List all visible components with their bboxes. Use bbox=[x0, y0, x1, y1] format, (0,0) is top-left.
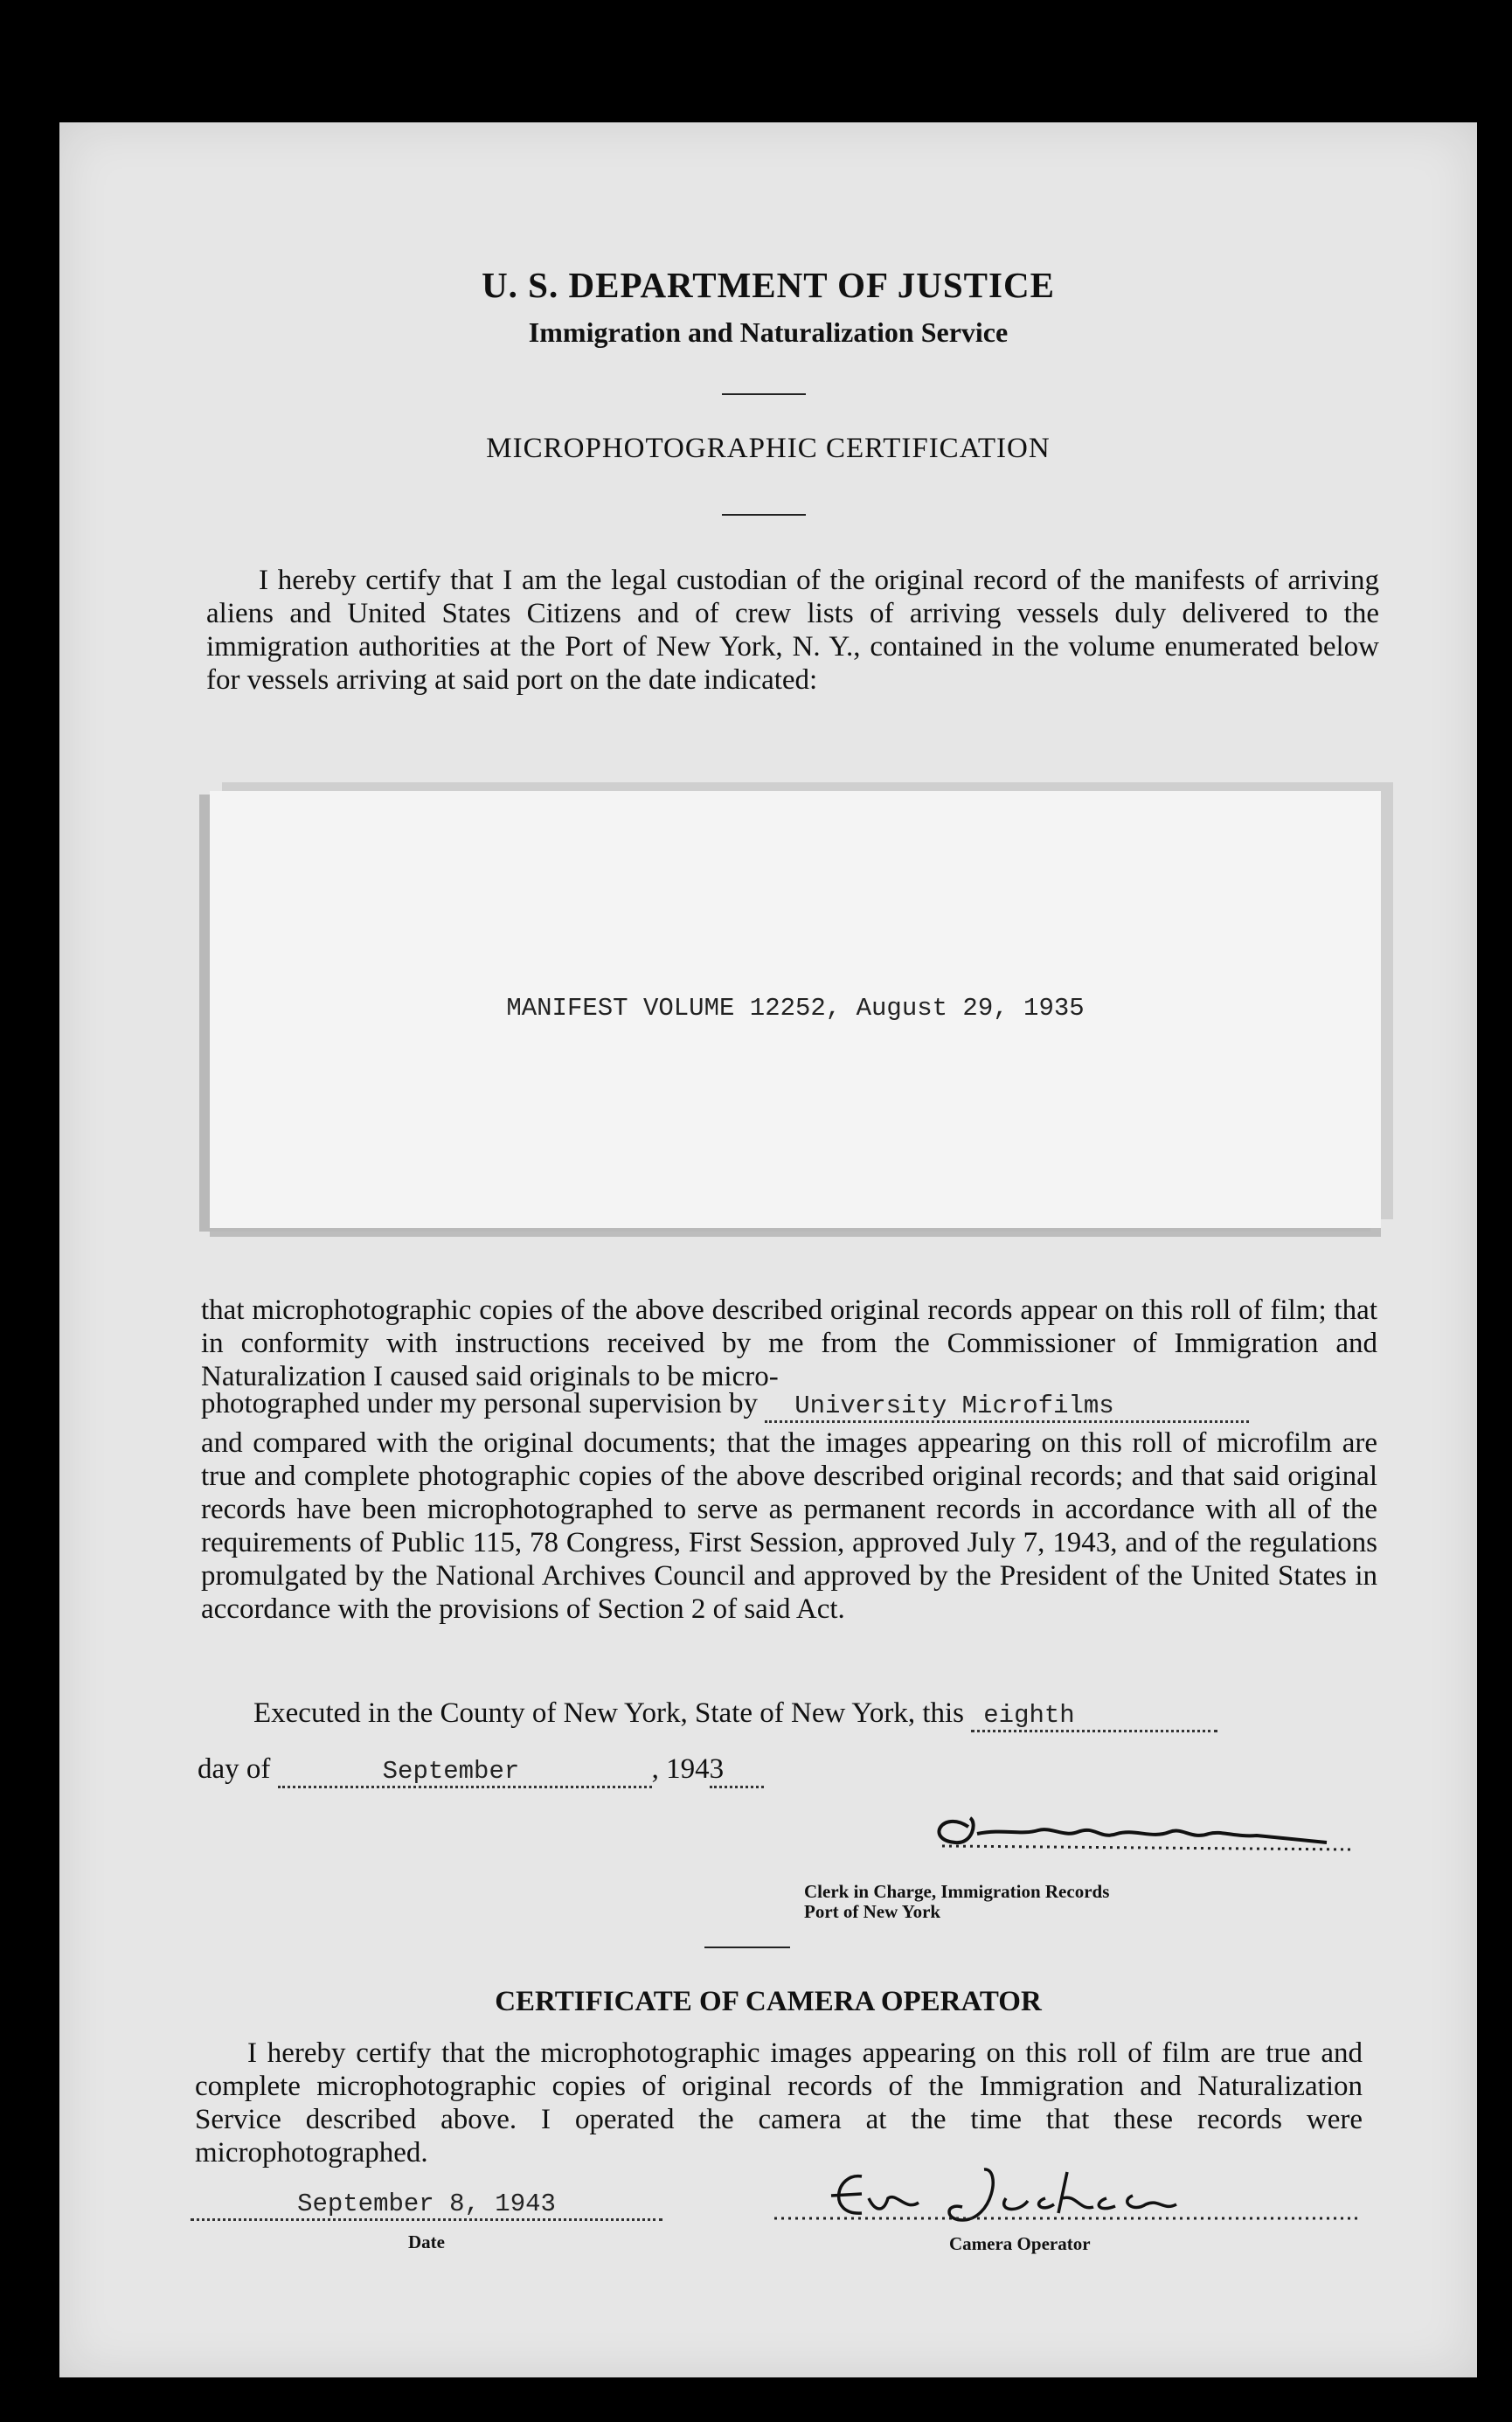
execution-year-prefix: , 194 bbox=[651, 1753, 710, 1785]
execution-month: September bbox=[278, 1757, 652, 1788]
manifest-volume-text: MANIFEST VOLUME 12252, August 29, 1935 bbox=[506, 994, 1085, 1023]
supervision-prefix: photographed under my personal supervision by bbox=[201, 1388, 758, 1419]
execution-year-digit: 3 bbox=[710, 1753, 764, 1788]
certification-title: MICROPHOTOGRAPHIC CERTIFICATION bbox=[486, 433, 1051, 464]
certificate-page bbox=[59, 122, 1477, 2377]
camera-date-value: September 8, 1943 bbox=[191, 2190, 662, 2221]
divider bbox=[704, 1947, 790, 1948]
manifest-volume-card bbox=[210, 791, 1381, 1228]
camera-operator-signature bbox=[766, 2150, 1369, 2229]
body-paragraph-part1: that microphotographic copies of the above described original records appear on this roll of film; that in conformity with instructions received by me from the Commissioner of Immigration and Naturalization I caused said originals to be micro- bbox=[201, 1294, 1377, 1392]
clerk-signature bbox=[890, 1792, 1379, 1870]
camera-operator-label: Camera Operator bbox=[949, 2233, 1091, 2254]
execution-line bbox=[253, 1697, 1381, 1732]
camera-date-label: Date bbox=[408, 2231, 445, 2252]
clerk-title-line1: Clerk in Charge, Immigration Records bbox=[804, 1881, 1110, 1902]
service-subtitle: Immigration and Naturalization Service bbox=[528, 316, 1009, 348]
intro-paragraph: I hereby certify that I am the legal custodian of the original record of the manifests of arriving aliens and United States Citizens and of crew lists of arriving vessels duly delivered to the immigration authorities at the Port of New York, N. Y., contained in the volume enumerated below for vessels arriving at said port on the date indicated: bbox=[206, 565, 1379, 696]
body-paragraph-part2: and compared with the original documents; that the images appearing on this roll of microfilm are true and complete photographic copies of the above described original records; and that said original records have been microphotographed to serve as permanent records in accordance with all of the requirements of Public 115, 78 Congress, First Session, approved July 7, 1943, and of the regulations promulgated by the National Archives Council and approved by the President of the United States in accordance with the provisions of Section 2 of said Act. bbox=[201, 1427, 1377, 1625]
department-title: U. S. DEPARTMENT OF JUSTICE bbox=[482, 265, 1055, 305]
camera-operator-heading: CERTIFICATE OF CAMERA OPERATOR bbox=[495, 1986, 1042, 2017]
divider bbox=[722, 514, 806, 516]
day-of-label: day of bbox=[198, 1753, 271, 1785]
supervision-line bbox=[201, 1388, 1377, 1423]
camera-operator-paragraph: I hereby certify that the microphotographic images appearing on this roll of film are true and complete microphotographic copies of original records of the Immigration and Naturalization Service described above. I operated the camera at the time that these records were microphotographed. bbox=[195, 2037, 1363, 2169]
day-of-line bbox=[198, 1753, 897, 1788]
supervised-by-value: University Microfilms bbox=[765, 1391, 1249, 1423]
divider bbox=[722, 393, 806, 395]
execution-day: eighth bbox=[971, 1701, 1217, 1732]
clerk-title-line2: Port of New York bbox=[804, 1901, 941, 1922]
execution-prefix: Executed in the County of New York, State of New York, this bbox=[253, 1697, 965, 1729]
